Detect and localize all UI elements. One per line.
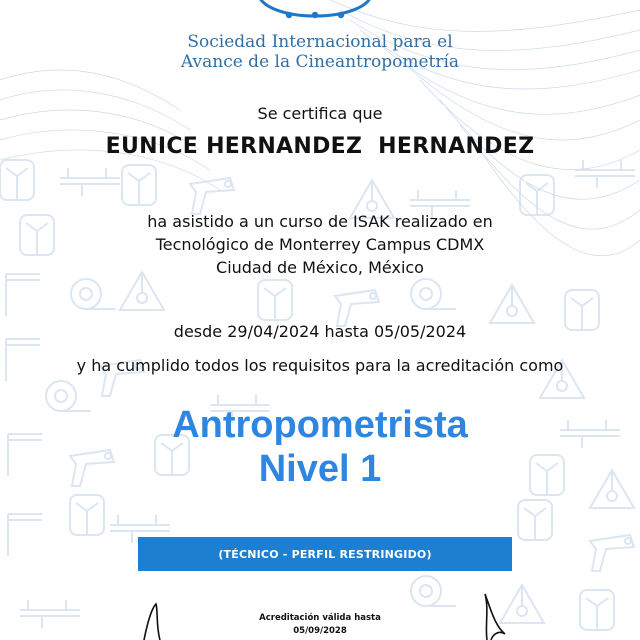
- organization-name-line1: Sociedad Internacional para el: [187, 32, 453, 52]
- profile-banner: [138, 537, 512, 571]
- accreditation-level: Nivel 1: [258, 448, 382, 490]
- recipient-name: EUNICE HERNANDEZ HERNANDEZ: [105, 134, 535, 159]
- signature: [138, 600, 178, 640]
- profile-label: (TÉCNICO - PERFIL RESTRINGIDO): [218, 547, 432, 561]
- course-line-2: Tecnológico de Monterrey Campus CDMX: [155, 235, 485, 254]
- course-line-1: ha asistido a un curso de ISAK realizado en: [147, 212, 493, 231]
- organization-name-line2: Avance de la Cineantropometría: [180, 52, 460, 72]
- certification-intro: Se certifica que: [257, 104, 383, 123]
- validity-label: Acreditación válida hasta: [259, 613, 381, 623]
- course-dates: desde 29/04/2024 hasta 05/05/2024: [173, 322, 467, 341]
- validity-date: 05/09/2028: [293, 626, 347, 636]
- course-line-3: Ciudad de México, México: [216, 258, 424, 277]
- signature: [465, 590, 515, 640]
- accreditation-title: Antropometrista: [172, 404, 468, 446]
- requirements-statement: y ha cumplido todos los requisitos para la acreditación como: [76, 356, 564, 375]
